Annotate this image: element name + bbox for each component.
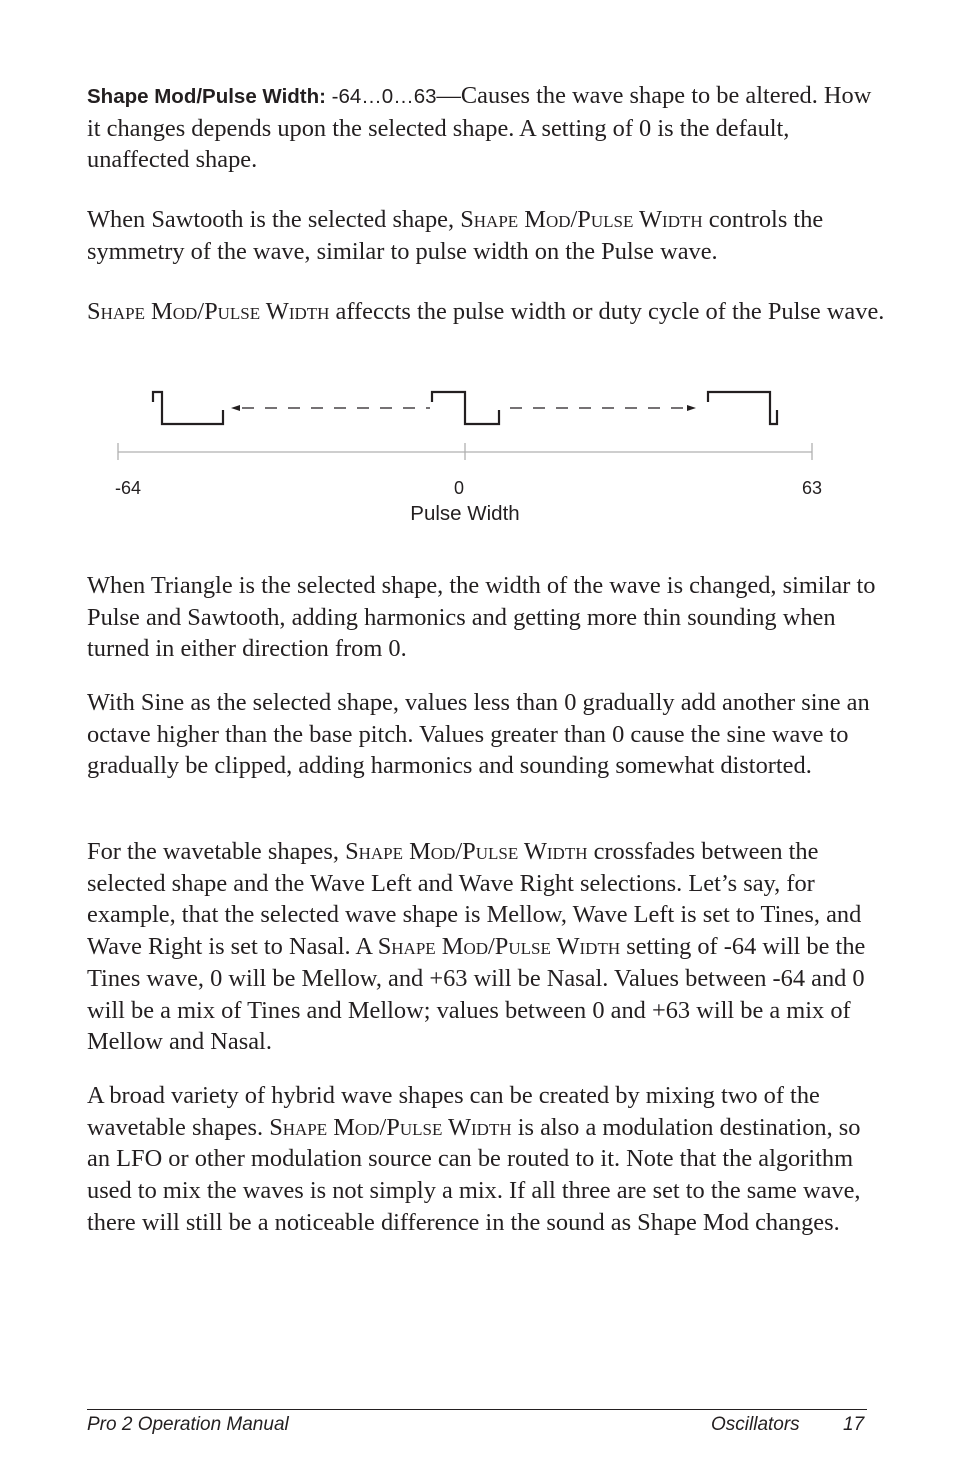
tick-label-min: -64 <box>114 478 142 498</box>
wavetable-paragraph <box>87 836 887 1058</box>
tick-label-max: 63 <box>801 478 823 498</box>
shape-mod-paragraph <box>87 80 887 176</box>
parameter-name: Shape Mod/Pulse Width <box>460 206 703 233</box>
tick-label-mid: 0 <box>453 478 465 498</box>
wavetable-text-middle: crossfades between the selected shape and the Wave Left and Wave Right selections. Let’s say, for example, that the selected wave shape is Mellow, Wave Left is set to Tines, and Wave Right is set to Nasal. A <box>87 838 862 961</box>
sine-paragraph: With Sine as the selected shape, values less than 0 gradually add another sine an octave higher than the base pitch. Values greater than 0 cause the sine wave to gradually be clipped, adding harmonics and sounding somewhat distorted. <box>87 689 870 780</box>
wavetable-text-start: For the wavetable shapes, <box>87 838 346 865</box>
sawtooth-text-end: controls the symmetry of the wave, similar to pulse width on the Pulse wave. <box>87 206 824 265</box>
parameter-label: Shape Mod/Pulse Width: <box>87 85 326 108</box>
arrow-left-head-icon <box>231 405 240 411</box>
hybrid-paragraph <box>87 1080 887 1239</box>
parameter-range: -64…0…63 <box>325 85 437 108</box>
parameter-description: —Causes the wave shape to be altered. How it changes depends upon the selected shape. A setting of 0 is the default, unaffected shape. <box>87 82 872 174</box>
parameter-name: Shape Mod/Pulse Width <box>87 298 330 325</box>
pulse-text: affeccts the pulse width or duty cycle of the Pulse wave. <box>329 298 885 325</box>
wide-pulse-wave-icon <box>708 392 777 424</box>
footer-section: Oscillators <box>711 1414 800 1435</box>
square-pulse-wave-icon <box>432 392 499 424</box>
parameter-name: Shape Mod/Pulse Width <box>345 838 588 865</box>
sawtooth-text-start: When Sawtooth is the selected shape, <box>87 206 461 233</box>
footer-page-number: 17 <box>843 1414 865 1435</box>
triangle-paragraph: When Triangle is the selected shape, the width of the wave is changed, similar to Pulse and Sawtooth, adding harmonics and getting more thin sounding when turned in either direction from 0. <box>87 572 876 663</box>
parameter-name: Shape Mod/Pulse Width <box>269 1113 512 1141</box>
hybrid-text-end: is also a modulation destination, so an LFO or other modulation source can be routed to it. Note that the algorithm used to mix the waves is not simply a mix. If all three are set to the same wave, there will still be a noticeable difference in the sound as Shape Mod changes. <box>87 1113 861 1236</box>
sawtooth-paragraph <box>87 204 887 267</box>
arrow-right-head-icon <box>687 405 696 411</box>
pulse-paragraph <box>87 296 887 328</box>
hybrid-text-start: A broad variety of hybrid wave shapes can be created by mixing two of the wavetable shapes. <box>87 1082 820 1141</box>
parameter-name: Shape Mod/Pulse Width <box>377 933 621 961</box>
footer-rule <box>87 1409 867 1410</box>
pulse-width-figure <box>100 380 830 540</box>
narrow-pulse-wave-icon <box>153 392 223 424</box>
footer-manual-title: Pro 2 Operation Manual <box>87 1414 289 1435</box>
axis-label: Pulse Width <box>410 502 520 525</box>
wavetable-text-end: setting of -64 will be the Tines wave, 0 will be Mellow, and +63 will be Nasal. Values between -64 and 0 will be a mix of Tines and Mellow; values between 0 and +63 will be a mix of Mellow and Nasal. <box>87 933 866 1056</box>
